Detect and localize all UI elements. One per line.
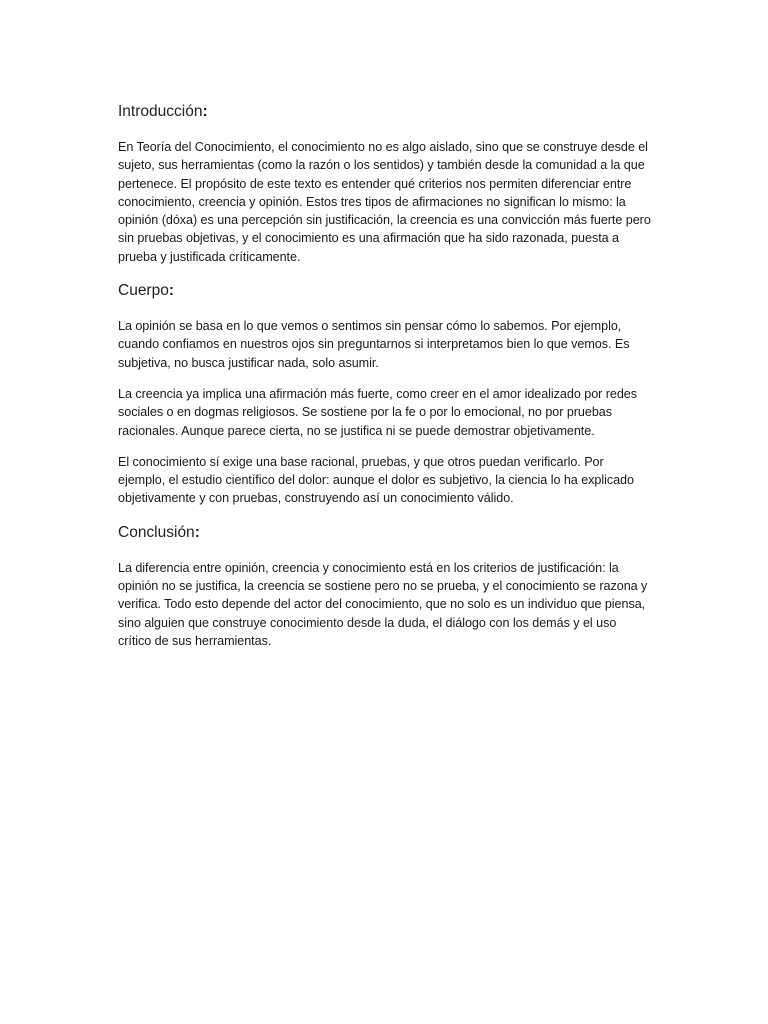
section-heading: Cuerpo: (118, 282, 175, 300)
section-introduccion (118, 100, 652, 266)
paragraph: La creencia ya implica una afirmación más fuerte, como creer en el amor idealizado por redes sociales o en dogmas religiosos. Se sostiene por la fe o por lo emocional, no por pruebas racionales. Aunque parece cierta, no se justifica ni se puede demostrar objetivamente. (118, 386, 637, 438)
section-cuerpo (118, 279, 652, 508)
section-conclusion (118, 521, 652, 650)
section-heading: Conclusión: (118, 523, 200, 541)
section-heading: Introducción: (118, 103, 208, 120)
paragraph: En Teoría del Conocimiento, el conocimiento no es algo aislado, sino que se construye desde el sujeto, sus herramientas (como la razón o los sentidos) y también desde la comunidad a la que pertenece. El propósito de este texto es entender qué criterios nos permiten diferenciar entre conocimiento, creencia y opinión. Estos tres tipos de afirmaciones no significan lo mismo: la opinión (dóxa) es una percepción sin justificación, la creencia es una convicción más fuerte pero sin pruebas objetivas, y el conocimiento es una afirmación que ha sido razonada, puesta a prueba y justificada críticamente. (118, 140, 651, 264)
paragraph: La opinión se basa en lo que vemos o sentimos sin pensar cómo lo sabemos. Por ejemplo, cuando confiamos en nuestros ojos sin preguntarnos si interpretamos bien lo que vemos. Es subjetiva, no busca justificar nada, solo asumir. (118, 319, 630, 370)
paragraph: El conocimiento sí exige una base racional, pruebas, y que otros puedan verificarlo. Por ejemplo, el estudio científico del dolor: aunque el dolor es subjetivo, la ciencia lo ha explicado objetivamente y con pruebas, construyendo así un conocimiento válido. (118, 454, 634, 506)
document-page (118, 100, 652, 663)
paragraph: La diferencia entre opinión, creencia y conocimiento está en los criterios de justificación: la opinión no se justifica, la creencia se sostiene pero no se prueba, y el conocimiento se razona y verifica. Todo esto depende del actor del conocimiento, que no solo es un individuo que piensa, sino alguien que construye conocimiento desde la duda, el diálogo con los demás y el uso crítico de sus herramientas. (118, 560, 648, 648)
